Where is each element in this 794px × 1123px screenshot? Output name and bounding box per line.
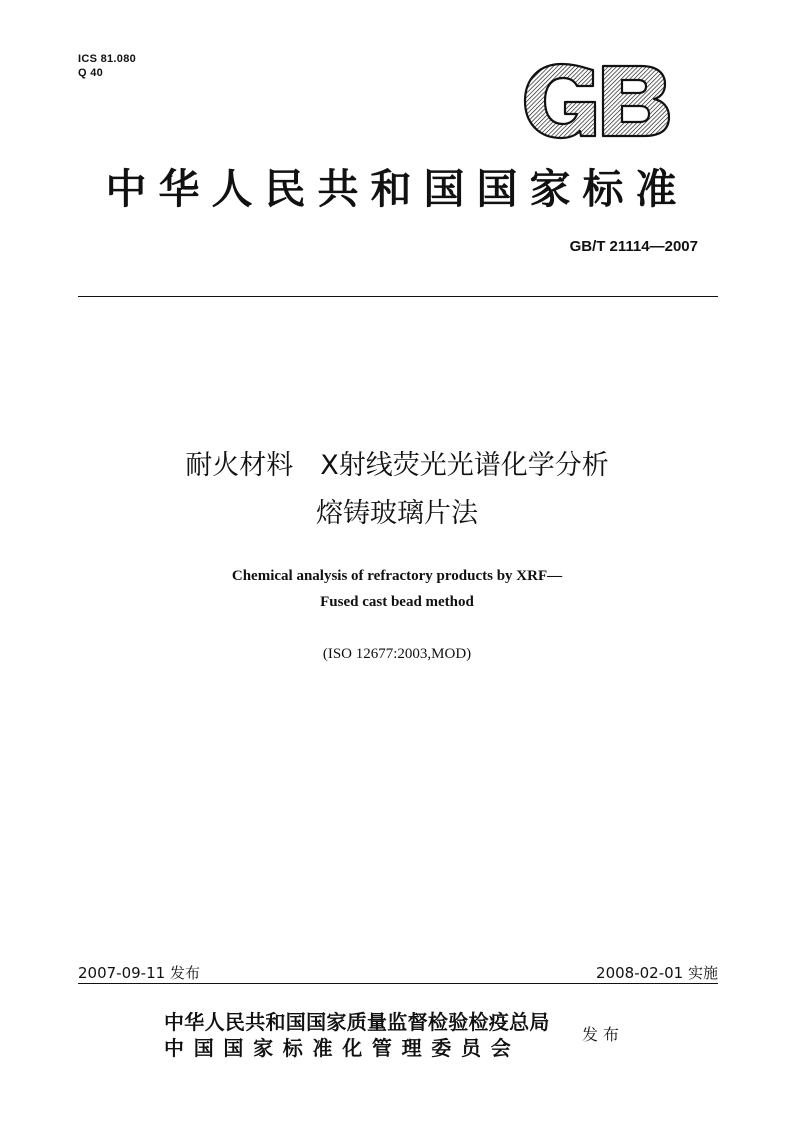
classification-codes: [78, 52, 136, 80]
chinese-title-line-1: 耐火材料 X射线荧光光谱化学分析: [185, 450, 609, 481]
ics-code: ICS 81.080: [78, 53, 137, 65]
iso-reference: (ISO 12677:2003,MOD): [322, 646, 472, 662]
header-divider: [78, 296, 718, 297]
issue-date: 2007-09-11 发布: [78, 964, 200, 982]
footer-divider: [78, 983, 718, 984]
ccs-code: Q 40: [78, 67, 104, 79]
english-title-line-1: Chemical analysis of refractory products by XRF—: [231, 568, 563, 584]
publish-label: 发布: [582, 1025, 625, 1044]
standard-category-title: 中华人民共和国国家标准: [105, 165, 689, 213]
issuer-line-2: 中国国家标准化管理委员会: [164, 1036, 521, 1060]
gb-standard-logo-icon: [519, 62, 675, 140]
implementation-date: 2008-02-01 实施: [596, 964, 718, 982]
issuer-line-1: 中华人民共和国国家质量监督检验检疫总局: [164, 1010, 550, 1034]
standard-number: GB/T 21114—2007: [569, 238, 698, 255]
english-title-line-2: Fused cast bead method: [320, 594, 474, 610]
chinese-title-line-2: 熔铸玻璃片法: [316, 498, 478, 529]
